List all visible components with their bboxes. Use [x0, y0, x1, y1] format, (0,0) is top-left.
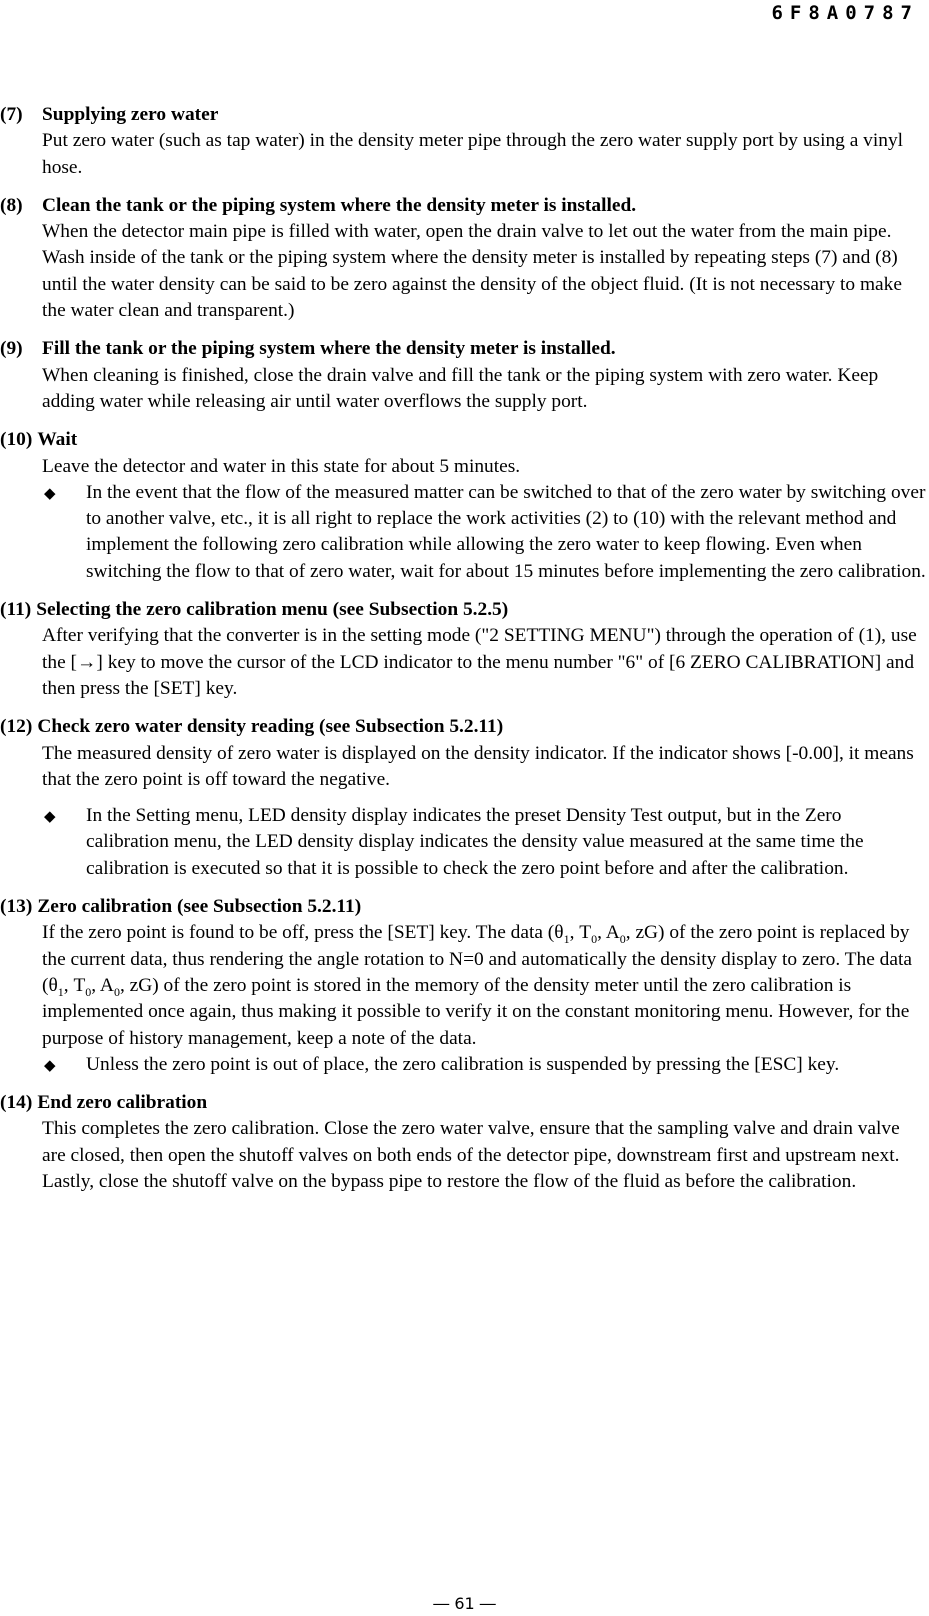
section-7 [0, 102, 928, 181]
text-run: , zG) of the zero point is stored in the memory of the density meter until the zero calibration is implemented once again, thus making it possible to verify it on the constant monitoring menu. However, for the purpose of history management, keep a note of the data. [42, 974, 910, 1049]
subscript: 1 [57, 984, 64, 999]
section-9 [0, 336, 928, 415]
diamond-bullet-icon: ◆ [44, 483, 56, 502]
section-title: Fill the tank or the piping system where the density meter is installed. [42, 338, 616, 360]
bullet-note [42, 480, 928, 585]
paragraph: Put zero water (such as tap water) in the density meter pipe through the zero water supply port by using a vinyl hose. [42, 130, 904, 178]
section-title: Wait [37, 429, 78, 451]
text-run: , T [569, 922, 592, 944]
section-number: (10) [0, 429, 33, 451]
section-heading [0, 894, 928, 920]
bullet-note [42, 803, 928, 882]
diamond-bullet-icon: ◆ [44, 807, 56, 826]
text-run: , A [597, 922, 620, 944]
section-12 [0, 714, 928, 882]
section-14 [0, 1090, 928, 1195]
section-number: (7) [0, 104, 23, 125]
section-heading [0, 597, 928, 623]
section-heading [0, 714, 928, 740]
paragraph: Leave the detector and water in this state for about 5 minutes. [42, 455, 521, 477]
section-8 [0, 193, 928, 324]
paragraph: Wash inside of the tank or the piping system where the density meter is installed by repeating steps (7) and (8) until the water density can be said to be zero against the density of the object fluid. (It is not necessary to make the water clean and transparent.) [42, 247, 902, 322]
paragraph: This completes the zero calibration. Close the zero water valve, ensure that the sampling valve and drain valve are closed, then open the shutoff valves on both ends of the detector pipe, downstream first and upstream next. Lastly, close the shutoff valve on the bypass pipe to restore the flow of the fluid as before the calibration. [42, 1118, 900, 1192]
paragraph: When the detector main pipe is filled with water, open the drain valve to let out the water from the main pipe. [42, 221, 892, 243]
section-number: (8) [0, 194, 23, 216]
section-number: (11) [0, 599, 32, 621]
section-heading [0, 1090, 928, 1116]
section-10 [0, 427, 928, 585]
paragraph [42, 920, 928, 1051]
section-title: End zero calibration [37, 1092, 208, 1114]
subscript: 0 [85, 984, 92, 999]
section-heading [0, 336, 928, 362]
document-body [0, 102, 928, 1207]
section-heading [0, 102, 928, 128]
paragraph: When cleaning is finished, close the drain valve and fill the tank or the piping system with zero water. Keep adding water while releasing air until water overflows the supply port. [42, 364, 879, 412]
diamond-bullet-icon: ◆ [44, 1055, 56, 1074]
page-number: ― 61 ― [433, 1594, 496, 1613]
subscript: 0 [591, 932, 598, 947]
section-title: Supplying zero water [42, 104, 219, 125]
bullet-text: In the Setting menu, LED density display indicates the preset Density Test output, but in the Zero calibration menu, the LED density display indicates the density value measured at the same time the calibration is executed so that it is possible to check the zero point before and after the calibration. [86, 805, 864, 879]
section-heading [0, 427, 928, 453]
section-title: Selecting the zero calibration menu (see Subsection 5.2.5) [36, 599, 509, 621]
subscript: 0 [113, 984, 120, 999]
subscript: 1 [563, 932, 570, 947]
paragraph: After verifying that the converter is in the setting mode ("2 SETTING MENU") through the operation of (1), use the [→] key to move the cursor of the LCD indicator to the menu number "6" of [6 ZERO CALIBRATION] and then press the [SET] key. [42, 625, 917, 699]
bullet-note [42, 1052, 928, 1078]
section-number: (13) [0, 896, 33, 918]
section-number: (12) [0, 716, 33, 738]
text-run: If the zero point is found to be off, press the [SET] key. The data (θ [42, 922, 564, 944]
bullet-text: Unless the zero point is out of place, the zero calibration is suspended by pressing the [ESC] key. [86, 1053, 840, 1075]
paragraph: The measured density of zero water is displayed on the density indicator. If the indicator shows [-0.00], it means that the zero point is off toward the negative. [42, 742, 914, 790]
section-heading [0, 193, 928, 219]
section-number: (9) [0, 338, 23, 360]
subscript: 0 [619, 932, 626, 947]
text-run: , A [91, 974, 114, 996]
text-run: , T [63, 974, 86, 996]
section-13 [0, 894, 928, 1078]
section-11 [0, 597, 928, 702]
text-run: , zG) of the zero point is replaced by the current data, thus rendering the angle rotation to N=0 and automatically the density display to zero. The data (θ [42, 922, 912, 996]
section-title: Check zero water density reading (see Subsection 5.2.11) [37, 716, 504, 738]
section-number: (14) [0, 1092, 33, 1114]
section-title: Clean the tank or the piping system where the density meter is installed. [42, 194, 637, 216]
bullet-text: In the event that the flow of the measured matter can be switched to that of the zero water by switching over to another valve, etc., it is all right to replace the work activities (2) to (10) with the relevant method and implement the following zero calibration while allowing the zero water to keep flowing. Even when switching the flow to that of zero water, wait for about 15 minutes before implementing the zero calibration. [86, 481, 926, 582]
section-title: Zero calibration (see Subsection 5.2.11) [37, 896, 362, 918]
document-code: 6F8A0787 [771, 2, 919, 24]
